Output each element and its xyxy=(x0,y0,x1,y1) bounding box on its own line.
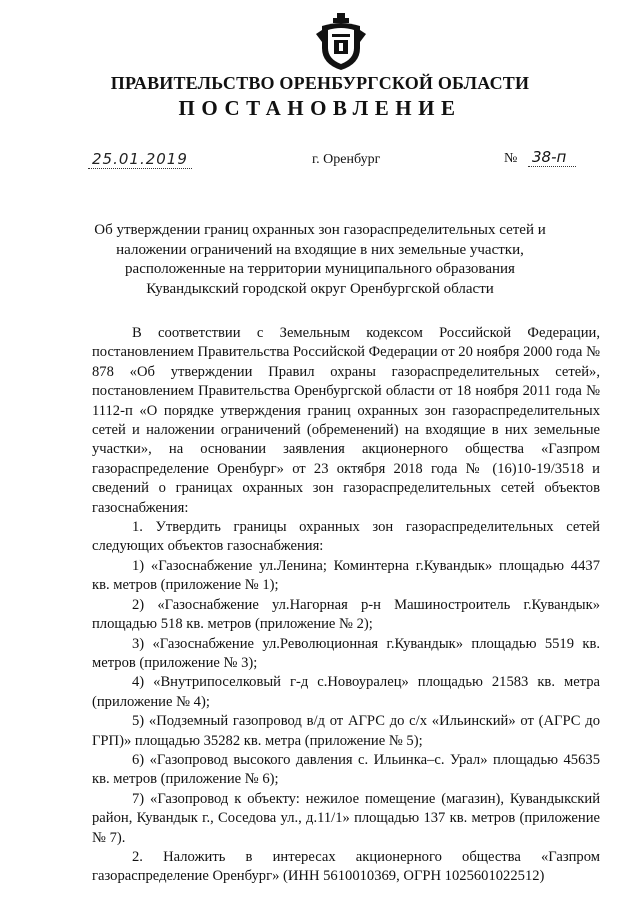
document-date: 25.01.2019 xyxy=(88,150,192,169)
subitem-2: 2) «Газоснабжение ул.Нагорная р-н Машиностроитель г.Кувандык» площадью 518 кв. метров (приложение № 2); xyxy=(92,596,600,633)
title-line: Кувандыкский городской округ Оренбургской области xyxy=(146,280,494,297)
subitem-6: 6) «Газопровод высокого давления с. Ильинка–с. Урал» площадью 45635 кв. метров (приложение № 6); xyxy=(92,751,600,788)
subitem-1: 1) «Газоснабжение ул.Ленина; Коминтерна г.Кувандык» площадью 4437 кв. метров (приложение № 1); xyxy=(92,557,600,594)
document-number: 38-п xyxy=(528,148,576,167)
preamble-paragraph: В соответствии с Земельным кодексом Российской Федерации, постановлением Правительства Российской Федерации от 20 ноября 2000 года № 878 «Об утверждении Правил охраны газораспределительных сетей», постановлением Правительства Оренбургской области от 18 ноября 2011 года № 1112-п «О порядке утверждения границ охранных зон газораспределительных сетей и наложении ограничений (обременений) на входящие в них земельные участки», на основании заявления акционерного общества «Газпром газораспределение Оренбург» от 23 октября 2018 года № (16)10-19/3518 и сведений о границах охранных зон газораспределительных сетей объектов газоснабжения: xyxy=(92,325,600,516)
subitem-7: 7) «Газопровод к объекту: нежилое помещение (магазин), Кувандыкский район, Кувандык г., Соседова ул., д.11/1» площадью 137 кв. метров (приложение № 7). xyxy=(92,790,600,846)
organization-name: ПРАВИТЕЛЬСТВО ОРЕНБУРГСКОЙ ОБЛАСТИ xyxy=(110,73,530,93)
document-type: ПОСТАНОВЛЕНИЕ xyxy=(178,96,462,120)
document-title xyxy=(60,221,580,299)
subitem-3: 3) «Газоснабжение ул.Революционная г.Кувандык» площадью 5519 кв. метров (приложение № 3); xyxy=(92,635,600,671)
coat-of-arms-emblem xyxy=(316,12,366,72)
document-body xyxy=(92,324,600,887)
item-2-paragraph: 2. Наложить в интересах акционерного общества «Газпром газораспределение Оренбург» (ИНН 5610010369, ОГРН 1025601022512) xyxy=(92,848,600,885)
title-line: наложении ограничений на входящие в них земельные участки, xyxy=(116,241,524,258)
subitem-4: 4) «Внутрипоселковый г-д с.Новоуралец» площадью 21583 кв. метра (приложение № 4); xyxy=(92,674,600,710)
title-line: Об утверждении границ охранных зон газораспределительных сетей и xyxy=(94,222,546,238)
document-city: г. Оренбург xyxy=(312,152,381,167)
subitem-5: 5) «Подземный газопровод в/д от АГРС до с/х «Ильинский» от (АГРС до ГРП)» площадью 35282 кв. метра (приложение № 5); xyxy=(92,713,600,749)
title-line: расположенные на территории муниципального образования xyxy=(125,261,515,277)
document-number-label: № xyxy=(504,151,518,166)
item-1-intro: 1. Утвердить границы охранных зон газораспределительных сетей следующих объектов газоснабжения: xyxy=(92,519,600,555)
